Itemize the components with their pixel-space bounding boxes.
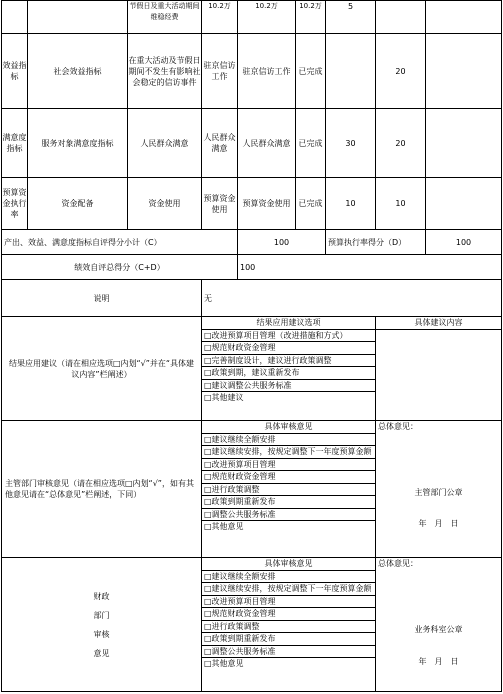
score: 20	[376, 109, 426, 178]
annual-target: 10.2万	[202, 1, 238, 34]
indicator-level1: 预算资金执行率	[2, 178, 28, 230]
note-value: 无	[202, 280, 502, 317]
weight: 10	[326, 178, 376, 230]
result-option[interactable]: □政策到期，建议重新发布	[202, 367, 375, 380]
score: 20	[376, 34, 426, 109]
performance-evaluation-table	[1, 0, 502, 692]
weight: 30	[326, 109, 376, 178]
indicator-content: 在重大活动及节假日期间不发生有影响社会稳定的信访事件	[128, 34, 202, 109]
dept-option[interactable]: □建议继续全额安排	[202, 434, 375, 447]
dept-option[interactable]: □建议继续安排，按规定调整下一年度预算金额	[202, 446, 375, 459]
note-label: 说明	[2, 280, 202, 317]
result-label: 结果应用建议（请在相应选项□内划“√”并在“具体建议内容”栏阐述）	[2, 317, 202, 421]
indicator-row-budget	[2, 178, 502, 230]
result-content-header: 具体建议内容	[376, 317, 501, 330]
dept-option[interactable]: □政策到期重新发布	[202, 496, 375, 509]
finance-option[interactable]: □其他意见	[204, 659, 244, 668]
completion: 10.2万	[296, 1, 326, 34]
finance-option[interactable]: □建议继续全额安排	[202, 571, 375, 584]
dept-option[interactable]: □规范财政资金管理	[202, 471, 375, 484]
subtotal-value: 100	[238, 230, 326, 255]
result-option[interactable]: □其他建议	[204, 393, 244, 402]
finance-option[interactable]: □政策到期重新发布	[202, 633, 375, 646]
indicator-row-effect	[2, 34, 502, 109]
finance-option[interactable]: □建议继续安排，按规定调整下一年度预算金额	[202, 583, 375, 596]
finance-option[interactable]: □规范财政资金管理	[202, 608, 375, 621]
finance-option[interactable]: □进行政策调整	[202, 621, 375, 634]
total-row	[2, 255, 502, 280]
exec-score-label: 预算执行率得分（D）	[326, 230, 426, 255]
indicator-content: 人民群众满意	[128, 109, 202, 178]
dept-date: 年 月 日	[418, 519, 459, 528]
dept-option[interactable]: □进行政策调整	[202, 484, 375, 497]
indicator-row-satisfaction	[2, 109, 502, 178]
dept-option[interactable]: □改进预算项目管理	[202, 459, 375, 472]
result-options-header: 结果应用建议选项	[202, 317, 375, 330]
subtotal-row	[2, 230, 502, 255]
subtotal-label: 产出、效益、满意度指标自评得分小计（C）	[2, 230, 238, 255]
indicator-level2: 服务对象满意度指标	[28, 109, 128, 178]
finance-options-header: 具体审核意见	[202, 558, 375, 571]
total-label: 绩效自评总得分（C+D）	[2, 255, 238, 280]
dept-overall-label: 总体意见：	[378, 422, 418, 431]
result-option[interactable]: □规范财政资金管理	[202, 342, 375, 355]
note-row	[2, 280, 502, 317]
dept-review-section	[2, 421, 502, 558]
annual-target: 预算资金使用	[202, 178, 238, 230]
finance-option[interactable]: □改进预算项目管理	[202, 596, 375, 609]
result-option[interactable]: □完善制度设计，建议进行政策调整	[202, 355, 375, 368]
result-option[interactable]: □改进预算项目管理（改进措施和方式）	[202, 330, 375, 343]
weight: 5	[326, 1, 376, 34]
finance-review-label: 财政 部门 审核 意见	[2, 558, 202, 692]
actual-value: 预算资金使用	[238, 178, 296, 230]
finance-overall-label: 总体意见：	[378, 559, 418, 568]
actual-value: 10.2万	[238, 1, 296, 34]
annual-target: 人民群众满意	[202, 109, 238, 178]
total-value: 100	[238, 255, 502, 280]
dept-options-header: 具体审核意见	[202, 421, 375, 434]
dept-review-label: 主管部门审核意见（请在相应选项□内划“√”，如有其他意见请在“总体意见”栏阐述，下同）	[2, 421, 202, 558]
dept-option[interactable]: □其他意见	[204, 522, 244, 531]
dept-option[interactable]: □调整公共服务标准	[202, 509, 375, 522]
indicator-row-partial	[2, 1, 502, 34]
indicator-content: 资金使用	[128, 178, 202, 230]
annual-target: 驻京信访工作	[202, 34, 238, 109]
weight	[326, 34, 376, 109]
indicator-level2: 社会效益指标	[28, 34, 128, 109]
finance-review-section	[2, 558, 502, 692]
exec-score-value: 100	[426, 230, 502, 255]
indicator-level1: 满意度指标	[2, 109, 28, 178]
completion: 已完成	[296, 178, 326, 230]
result-option[interactable]: □建议调整公共服务标准	[202, 380, 375, 393]
completion: 已完成	[296, 34, 326, 109]
result-section	[2, 317, 502, 421]
indicator-level1: 效益指标	[2, 34, 28, 109]
finance-seal: 业务科室公章	[414, 625, 463, 634]
finance-date: 年 月 日	[418, 657, 459, 666]
dept-seal: 主管部门公章	[414, 488, 463, 497]
indicator-level2: 资金配备	[28, 178, 128, 230]
completion: 已完成	[296, 109, 326, 178]
actual-value: 人民群众满意	[238, 109, 296, 178]
score	[376, 1, 426, 34]
finance-option[interactable]: □调整公共服务标准	[202, 646, 375, 659]
score: 10	[376, 178, 426, 230]
indicator-content: 节假日及重大活动期间维稳经费	[128, 1, 202, 34]
actual-value: 驻京信访工作	[238, 34, 296, 109]
